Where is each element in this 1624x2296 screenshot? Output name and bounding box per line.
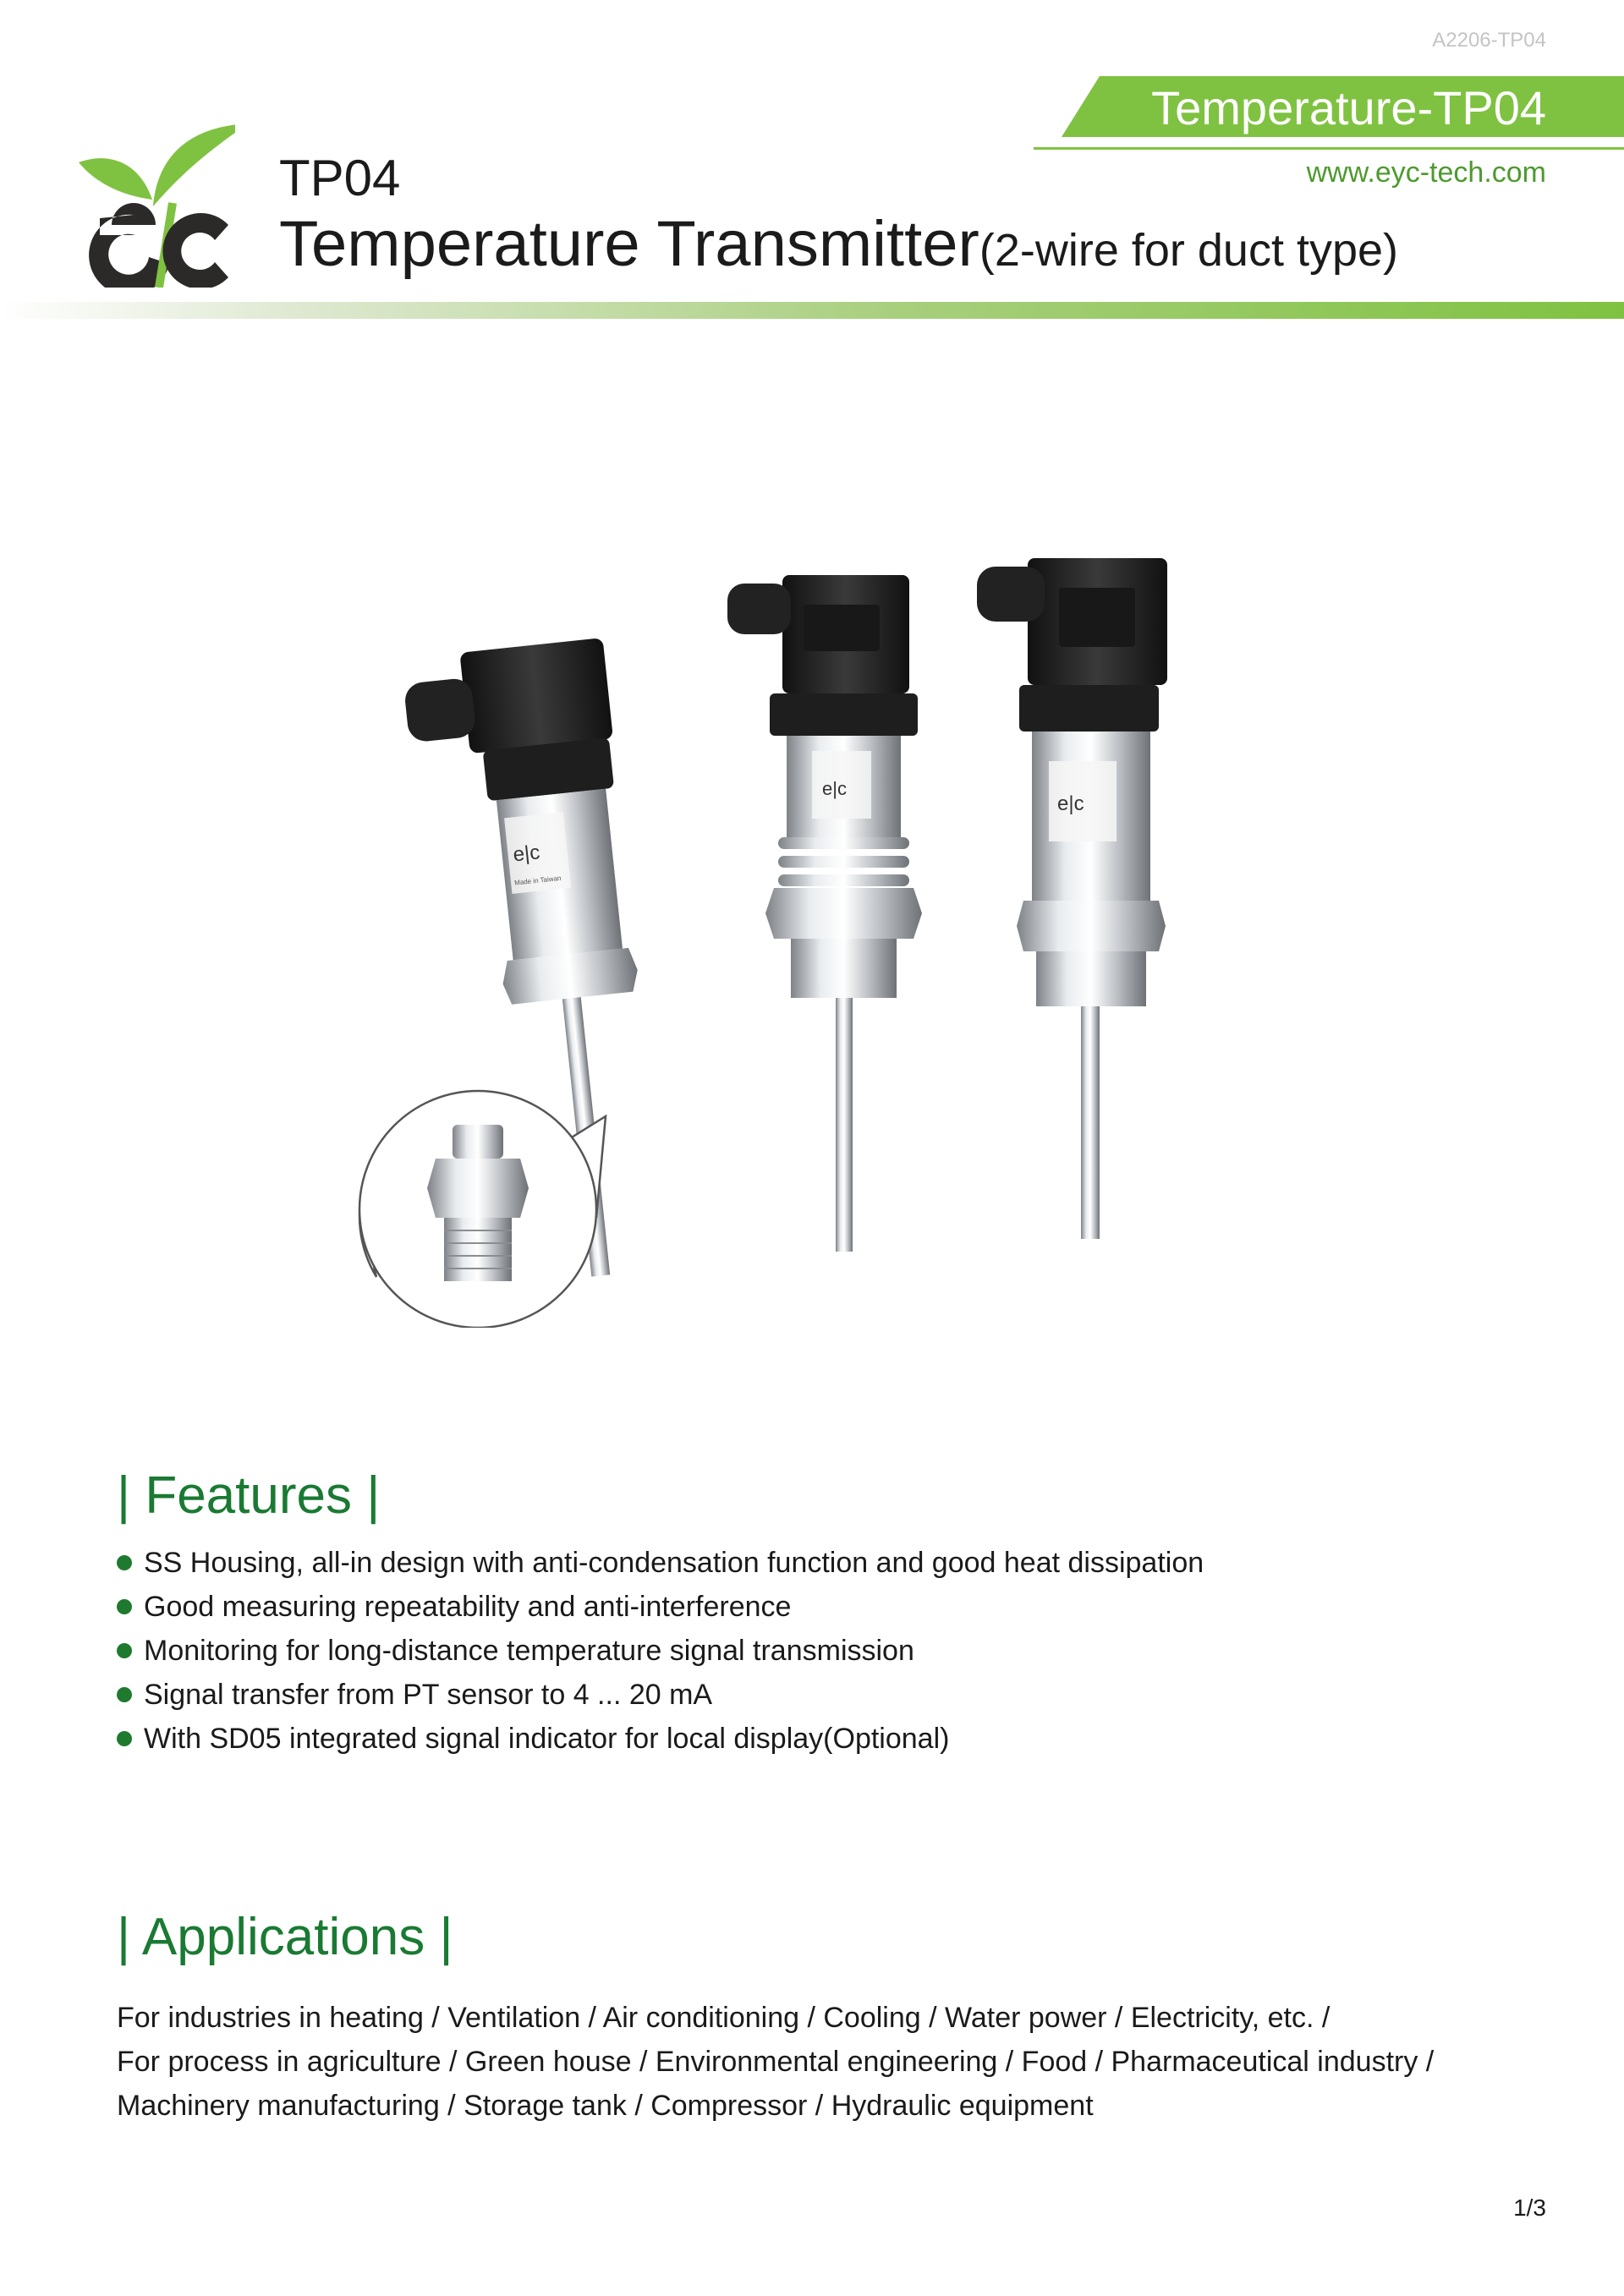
- feature-item: [117, 1629, 1204, 1673]
- application-line: Machinery manufacturing / Storage tank / Compressor / Hydraulic equipment: [117, 2090, 1094, 2122]
- cable-gland: [403, 677, 477, 743]
- thread: [1036, 951, 1146, 1006]
- connector-head: [459, 638, 613, 753]
- transmitter-center: [727, 575, 922, 1252]
- application-line: For process in agriculture / Green house / Environmental engineering / Food / Pharmaceutical industry /: [117, 2046, 1435, 2078]
- probe-rod: [1081, 1006, 1100, 1239]
- fitting-callout: [359, 1091, 606, 1328]
- product-title: [279, 208, 1398, 287]
- bullet-icon: [117, 1687, 132, 1702]
- thread: [791, 939, 897, 998]
- page-number: 1/3: [1513, 2195, 1546, 2221]
- document-code: A2206-TP04: [1432, 29, 1546, 52]
- bullet-icon: [117, 1643, 132, 1658]
- category-rule: [1034, 147, 1624, 150]
- svg-text:e|c: e|c: [822, 778, 847, 799]
- website-url: www.eyc-tech.com: [1306, 156, 1546, 189]
- svg-text:e|c: e|c: [1057, 792, 1084, 815]
- compression-nut: [453, 1125, 503, 1159]
- header-gradient-bar: [0, 302, 1624, 319]
- feature-item: [117, 1541, 1204, 1585]
- cable-gland: [977, 567, 1045, 622]
- probe-rod: [836, 998, 853, 1252]
- bullet-icon: [117, 1599, 132, 1614]
- label-text: Made in Taiwan: [513, 874, 562, 887]
- applications-heading: | Applications |: [117, 1908, 453, 1966]
- transmitter-right: [977, 558, 1167, 1239]
- bullet-icon: [117, 1731, 132, 1746]
- product-name: Temperature Transmitter: [279, 208, 979, 280]
- logo-leaf-left: [79, 158, 152, 200]
- feature-item: [117, 1673, 1204, 1717]
- category-title: Temperature-TP04: [1151, 81, 1546, 134]
- product-photo: [355, 541, 1167, 1328]
- bullet-icon: [117, 1555, 132, 1570]
- svg-text:e|c: e|c: [512, 841, 541, 867]
- feature-text: SS Housing, all-in design with anti-condensation function and good heat dissipation: [144, 1547, 1204, 1579]
- hex-nut: [1017, 901, 1166, 951]
- feature-text: Monitoring for long-distance temperature signal transmission: [144, 1635, 914, 1667]
- logo-leaf-right: [153, 123, 235, 206]
- cable-gland: [727, 584, 791, 634]
- application-line: For industries in heating / Ventilation / Air conditioning / Cooling / Water power / Electricity, etc. /: [117, 2002, 1330, 2034]
- feature-item: [117, 1585, 1204, 1629]
- product-subtitle: (2-wire for duct type): [979, 225, 1398, 276]
- feature-item: [117, 1717, 1204, 1761]
- eyc-logo: [74, 118, 235, 288]
- feature-text: With SD05 integrated signal indicator for local display(Optional): [144, 1723, 950, 1755]
- features-heading: | Features |: [117, 1466, 381, 1525]
- hex-nut: [765, 888, 922, 939]
- applications-text: [117, 1996, 1434, 2128]
- features-list: [117, 1541, 1204, 1761]
- model-code: TP04: [279, 150, 401, 206]
- cooling-fins: [778, 837, 909, 886]
- feature-text: Good measuring repeatability and anti-interference: [144, 1591, 792, 1623]
- feature-text: Signal transfer from PT sensor to 4 ... 20 mA: [144, 1679, 713, 1711]
